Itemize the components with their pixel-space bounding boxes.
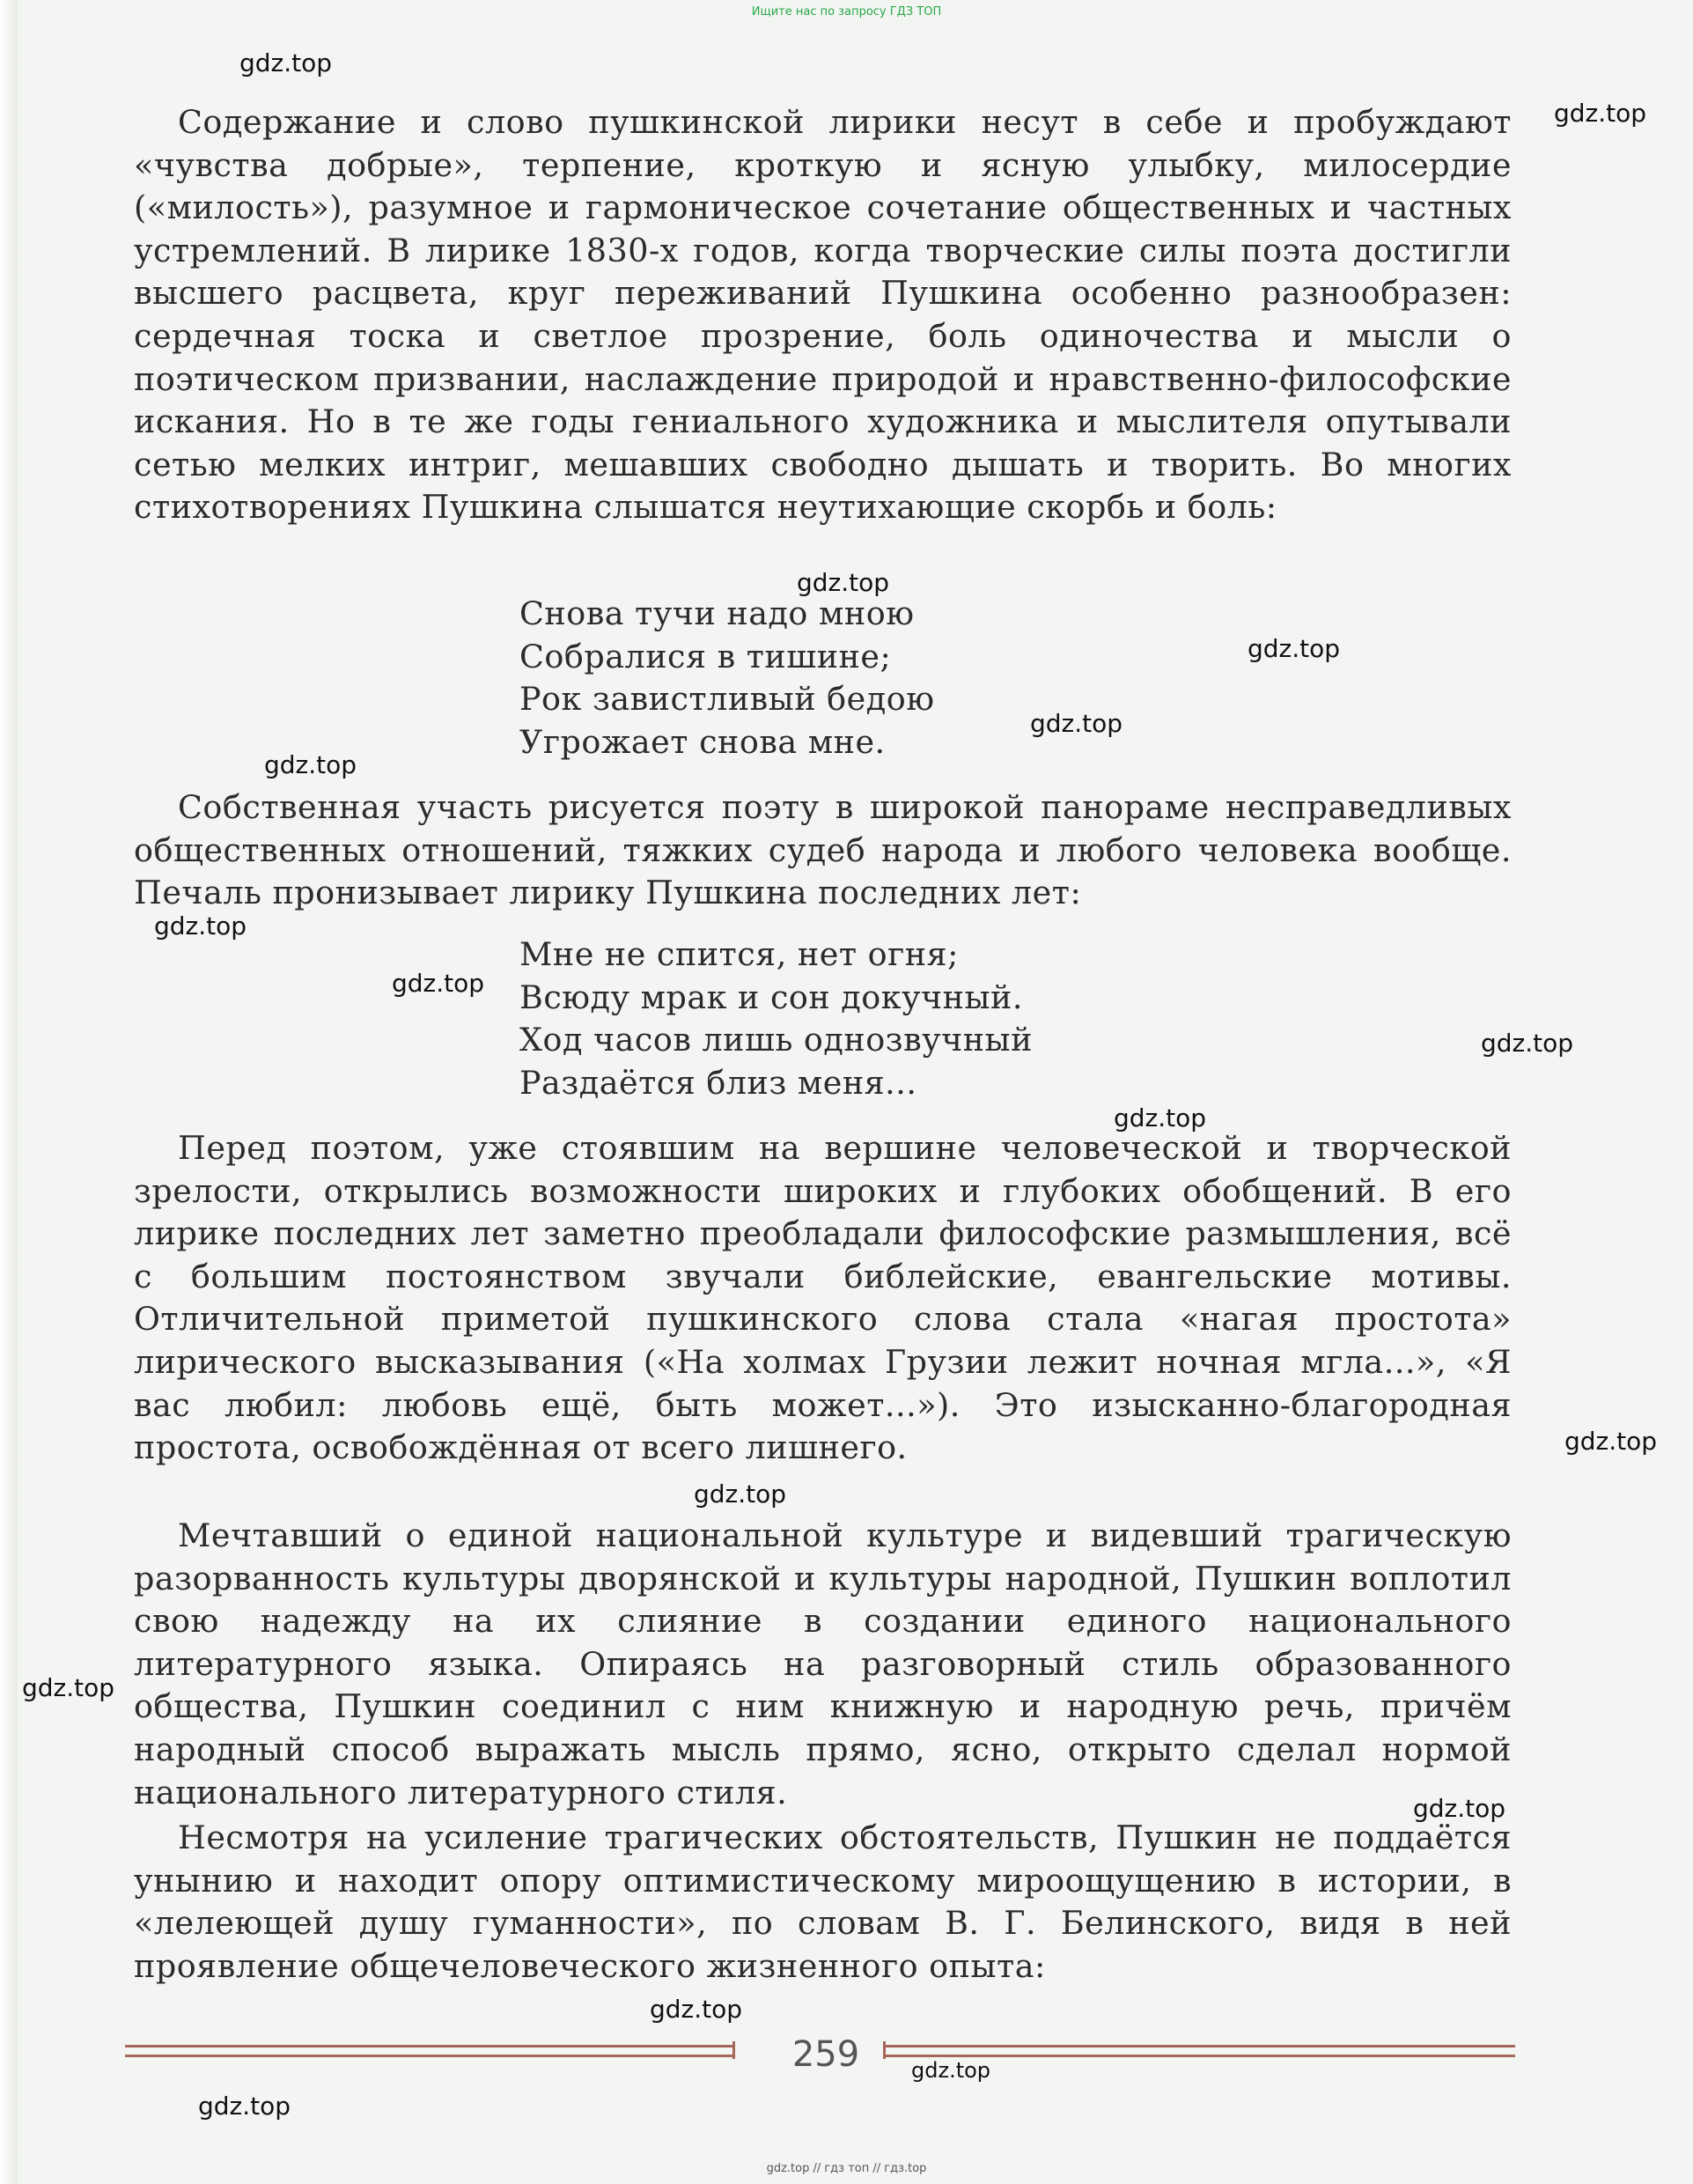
- watermark: gdz.top: [22, 1673, 115, 1702]
- poem-excerpt-2: [519, 933, 1033, 1104]
- page-edge-shadow: [0, 0, 18, 2184]
- watermark: gdz.top: [911, 2058, 991, 2083]
- paragraph-5: [134, 1817, 1512, 1988]
- footer-rule-right: [886, 2045, 1515, 2057]
- paragraph-text: Содержание и слово пушкинской лирики несут в себе и пробуждают «чувства добрые», терпение, кроткую и ясную улыбку, милосердие («милость»), разумное и гармоническое сочетание общественных и частных устремлений. В лирике 1830-х годов, когда творческие силы поэта достигли высшего расцвета, круг переживаний Пушкина особенно разнообразен: сердечная тоска и светлое прозрение, боль одиночества и мысли о поэтическом призвании, наслаждение природой и нравственно-философские искания. Но в те же годы гениального художника и мыслителя опутывали сетью мелких интриг, мешавших свободно дышать и творить. Во многих стихотворениях Пушкина слышатся неутихающие скорбь и боль:: [134, 103, 1512, 527]
- footer-rule-cap: [732, 2041, 735, 2059]
- watermark: gdz.top: [154, 911, 247, 941]
- watermark: gdz.top: [797, 568, 890, 597]
- top-banner[interactable]: Ищите нас по запросу ГДЗ ТОП: [751, 5, 942, 18]
- poem-line: Собралися в тишине;: [519, 637, 892, 675]
- watermark: gdz.top: [1248, 634, 1341, 663]
- paragraph-3: [134, 1127, 1512, 1470]
- paragraph-text: Перед поэтом, уже стоявшим на вершине человеческой и творческой зрелости, открылись возможности широких и глубоких обобщений. В его лирике последних лет заметно преобладали философские размышления, всё с большим постоянством звучали библейские, евангельские мотивы. Отличительной приметой пушкинского слова стала «нагая простота» лирического высказывания («На холмах Грузии лежит ночная мгла...», «Я вас любил: любовь ещё, быть может...»). Это изысканно-благородная простота, освобождённая от всего лишнего.: [134, 1129, 1512, 1467]
- watermark: gdz.top: [392, 969, 485, 998]
- paragraph-4: [134, 1515, 1512, 1814]
- paragraph-1: [134, 101, 1512, 529]
- bottom-banner[interactable]: gdz.top // гдз топ // гдз.top: [766, 2162, 927, 2175]
- watermark: gdz.top: [1564, 1427, 1658, 1456]
- watermark: gdz.top: [1413, 1794, 1506, 1823]
- poem-line: Раздаётся близ меня...: [519, 1063, 917, 1102]
- watermark: gdz.top: [650, 1995, 743, 2024]
- poem-line: Снова тучи надо мною: [519, 594, 915, 632]
- watermark: gdz.top: [198, 2092, 291, 2121]
- watermark: gdz.top: [239, 48, 333, 77]
- footer-rule-left: [125, 2045, 732, 2057]
- watermark: gdz.top: [694, 1479, 787, 1509]
- watermark: gdz.top: [1481, 1029, 1574, 1058]
- paragraph-text: Собственная участь рисуется поэту в широкой панораме несправедливых общественных отношений, тяжких судеб народа и любого человека вообще. Печаль пронизывает лирику Пушкина последних лет:: [134, 788, 1512, 912]
- poem-line: Ход часов лишь однозвучный: [519, 1021, 1033, 1059]
- watermark: gdz.top: [1554, 99, 1647, 128]
- paragraph-text: Мечтавший о единой национальной культуре и видевший трагическую разорванность культуры дворянской и культуры народной, Пушкин воплотил свою надежду на их слияние в создании единого национального литературного языка. Опираясь на разговорный стиль образованного общества, Пушкин соединил с ним книжную и народную речь, причём народный способ выражать мысль прямо, ясно, открыто сделал нормой национального литературного стиля.: [134, 1516, 1512, 1811]
- page-number: 259: [791, 2034, 860, 2075]
- watermark: gdz.top: [1114, 1103, 1207, 1133]
- watermark: gdz.top: [264, 750, 357, 779]
- poem-line: Рок завистливый бедою: [519, 680, 935, 719]
- poem-line: Мне не спится, нет огня;: [519, 935, 959, 973]
- poem-excerpt-1: [519, 593, 934, 764]
- paragraph-2: [134, 786, 1512, 915]
- paragraph-text: Несмотря на усиление трагических обстоятельств, Пушкин не поддаётся унынию и находит опору оптимистическому мироощущению в истории, в «лелеющей душу гуманности», по словам В. Г. Белинского, видя в ней проявление общечеловеческого жизненного опыта:: [134, 1819, 1512, 1985]
- watermark: gdz.top: [1030, 709, 1123, 738]
- poem-line: Всюду мрак и сон докучный.: [519, 978, 1023, 1016]
- poem-line: Угрожает снова мне.: [519, 722, 886, 761]
